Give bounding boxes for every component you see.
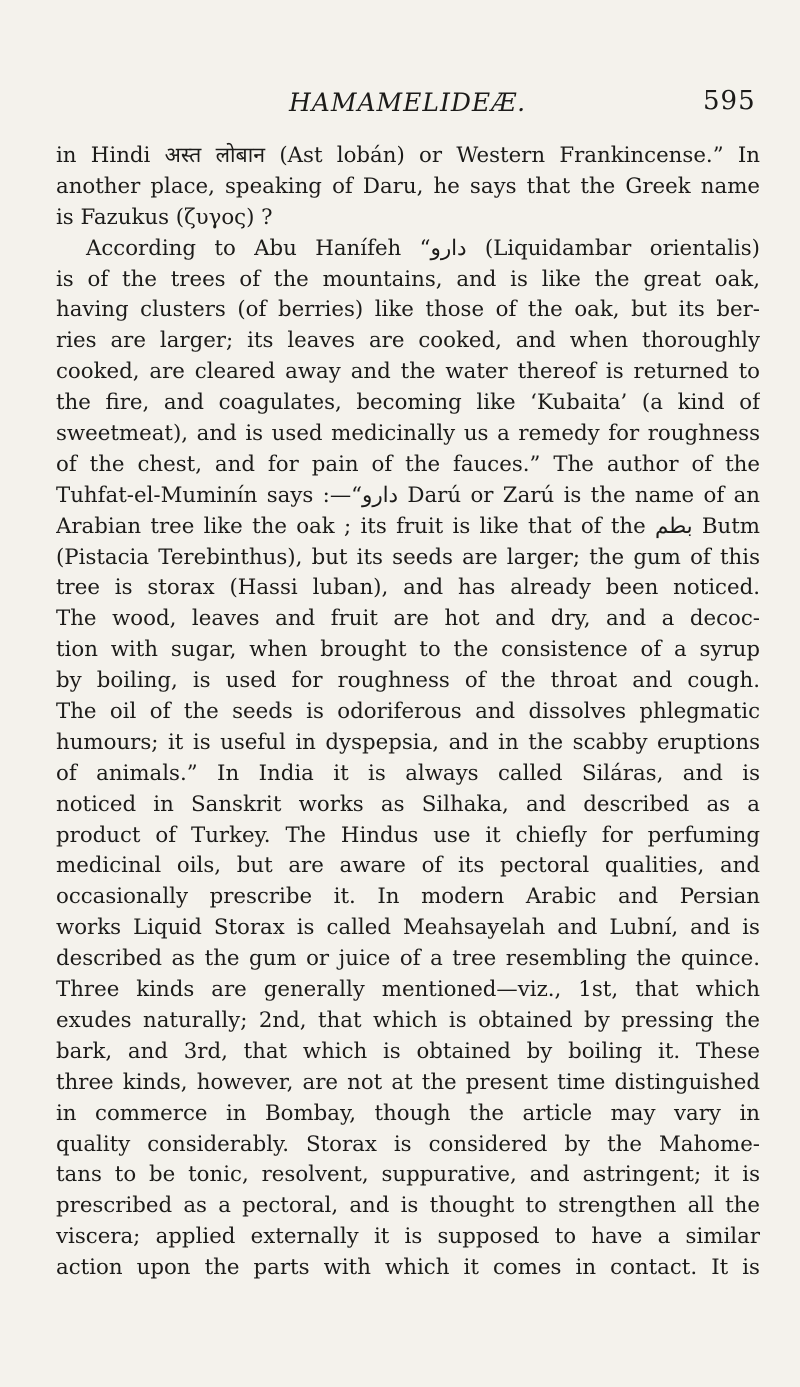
text-line: The wood, leaves and fruit are hot and dry, and a decoc- <box>56 606 760 632</box>
text-line: is of the trees of the mountains, and is like the great oak, <box>56 266 760 292</box>
text-line: tans to be tonic, resolvent, suppurative, and astringent; it is <box>56 1162 760 1188</box>
running-header <box>0 84 800 124</box>
text-line: having clusters (of berries) like those of the oak, but its ber- <box>56 297 760 323</box>
text-line: prescribed as a pectoral, and is thought to strengthen all the <box>56 1193 760 1219</box>
text-line: in Hindi अस्त लोबान (Ast lobán) or Western Frankincense.” In <box>56 143 760 168</box>
text-line: tree is storax (Hassi luban), and has already been noticed. <box>56 575 760 601</box>
text-line: quality considerably. Storax is considered by the Mahome- <box>56 1131 760 1157</box>
text-line: action upon the parts with which it comes in contact. It is <box>56 1255 760 1281</box>
text-line: described as the gum or juice of a tree resembling the quince. <box>56 946 760 972</box>
text-line: of the chest, and for pain of the fauces.” The author of the <box>56 451 760 477</box>
text-line: occasionally prescribe it. In modern Arabic and Persian <box>56 884 760 910</box>
text-line: works Liquid Storax is called Meahsayelah and Lubní, and is <box>56 915 760 941</box>
text-line: in commerce in Bombay, though the article may vary in <box>56 1100 760 1126</box>
text-line: product of Turkey. The Hindus use it chiefly for perfuming <box>56 822 760 848</box>
text-line: tion with sugar, when brought to the consistence of a syrup <box>56 637 760 663</box>
page-number: 595 <box>703 86 756 116</box>
text-line: noticed in Sanskrit works as Silhaka, and described as a <box>56 791 760 817</box>
body-text <box>56 141 760 1284</box>
text-line: sweetmeat), and is used medicinally us a remedy for roughness <box>56 421 760 447</box>
text-line: medicinal oils, but are aware of its pectoral qualities, and <box>56 853 760 879</box>
text-line: Tuhfat-el-Muminín says :—“دارو Darú or Zarú is the name of an <box>56 482 760 508</box>
text-line: According to Abu Hanífeh “دارو (Liquidambar orientalis) <box>86 235 760 261</box>
text-line: cooked, are cleared away and the water thereof is returned to <box>56 359 760 385</box>
text-line: of animals.” In India it is always called Siláras, and is <box>56 760 760 786</box>
text-line: bark, and 3rd, that which is obtained by boiling it. These <box>56 1038 760 1064</box>
text-line: three kinds, however, are not at the present time distinguished <box>56 1069 760 1095</box>
text-line: by boiling, is used for roughness of the throat and cough. <box>56 668 760 694</box>
text-line: is Fazukus (ζυγος) ? <box>56 204 273 230</box>
text-line: (Pistacia Terebinthus), but its seeds are larger; the gum of this <box>56 544 760 570</box>
text-line: exudes naturally; 2nd, that which is obtained by pressing the <box>56 1007 760 1033</box>
text-line: Three kinds are generally mentioned—viz., 1st, that which <box>56 977 760 1003</box>
text-line: ries are larger; its leaves are cooked, and when thoroughly <box>56 328 760 354</box>
text-line: Arabian tree like the oak ; its fruit is like that of the بطم Butm <box>56 513 760 539</box>
text-line: The oil of the seeds is odoriferous and dissolves phlegmatic <box>56 699 760 725</box>
running-title: HAMAMELIDEÆ. <box>289 88 527 117</box>
text-line: the fire, and coagulates, becoming like ‘Kubaita’ (a kind of <box>56 390 760 416</box>
text-line: another place, speaking of Daru, he says that the Greek name <box>56 173 760 199</box>
text-line: viscera; applied externally it is supposed to have a similar <box>56 1224 760 1250</box>
text-line: humours; it is useful in dyspepsia, and in the scabby eruptions <box>56 729 760 755</box>
